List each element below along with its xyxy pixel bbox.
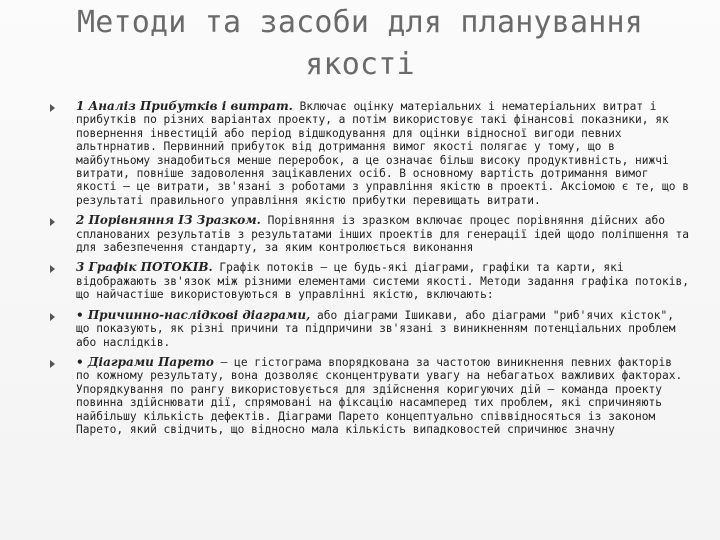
list-item bbox=[50, 356, 690, 436]
triangle-bullet-icon bbox=[50, 313, 55, 321]
triangle-bullet-icon bbox=[50, 104, 55, 112]
item-text: Порівняння із зразком включає процес порівняння дійсних або спланованих результатів з результатами інших проектів для генерації ідей щодо поліпшення та для забезпечення стандарту, за яким контролюється виконання bbox=[76, 214, 689, 255]
item-lead: 2 Порівняння ІЗ Зразком. bbox=[76, 213, 261, 228]
triangle-bullet-icon bbox=[50, 265, 55, 273]
list-item bbox=[50, 100, 690, 207]
list-item bbox=[50, 214, 690, 254]
item-text: Включає оцінку матеріальних і нематеріальних витрат і прибутків по різних варіантах проекту, а потім використовує такі фінансові показники, як повернення інвестицій або період відшкодування для оцінки відносної вигоди певних альтнрнатив. Первинний прибуток від дотримання вимог якості полягає у тому, що в майбутньому знадобиться менше переробок, а це означає більш високу продуктивність, нижчі витрати, повніше задоволення зацікавлених осіб. В основному вартість дотримання вимог якості – це витрати, зв'язані з роботами з управління якістю в проекті. Аксіомою є те, що в результаті правильного управління якістю прибутки перевищать витрати. bbox=[76, 100, 689, 207]
title-line-1: Методи та засоби для планування bbox=[76, 5, 644, 40]
item-lead: 3 Графік ПОТОКІВ. bbox=[76, 260, 213, 275]
list-item bbox=[50, 309, 690, 349]
item-text: – це гістограма впорядкована за частотою виникнення певних факторів по кожному результату, вона дозволяє сконцентрувати увагу на небагатьох важливих факторах. Упорядкування по рангу використовується для здійснення коригуючих дій – команда проекту повинна здійснювати дії, спрямовані на фіксацію насамперед тих проблем, які спричиняють найбільшу кількість дефектів. Діаграми Парето концептуально співвідносяться із законом Парето, який свідчить, що відносно мала кількість випадковостей спричинює значну bbox=[76, 355, 683, 436]
triangle-bullet-icon bbox=[50, 218, 55, 226]
slide-title bbox=[30, 2, 690, 86]
list-item bbox=[50, 261, 690, 301]
item-lead: • Причинно-наслідкові діаграми, bbox=[76, 307, 311, 322]
item-text: або діаграми Ішикави, або діаграми "риб'ячих кісток", що показують, як різні причини та підпричини зв'язані з виникненням потенціальних проблем або наслідків. bbox=[76, 308, 676, 349]
item-lead: • Діаграми Парето bbox=[76, 354, 214, 369]
item-text: Графік потоків – це будь-які діаграми, графіки та карти, які відображають зв'язок між різними елементами системи якості. Методи задання графіка потоків, що найчастіше використовуються в управлінні якістю, включають: bbox=[76, 261, 689, 302]
item-lead: 1 Аналіз Прибутків і витрат. bbox=[76, 99, 293, 113]
title-line-2: якості bbox=[305, 47, 415, 82]
triangle-bullet-icon bbox=[50, 360, 55, 368]
bullet-list bbox=[50, 100, 690, 443]
